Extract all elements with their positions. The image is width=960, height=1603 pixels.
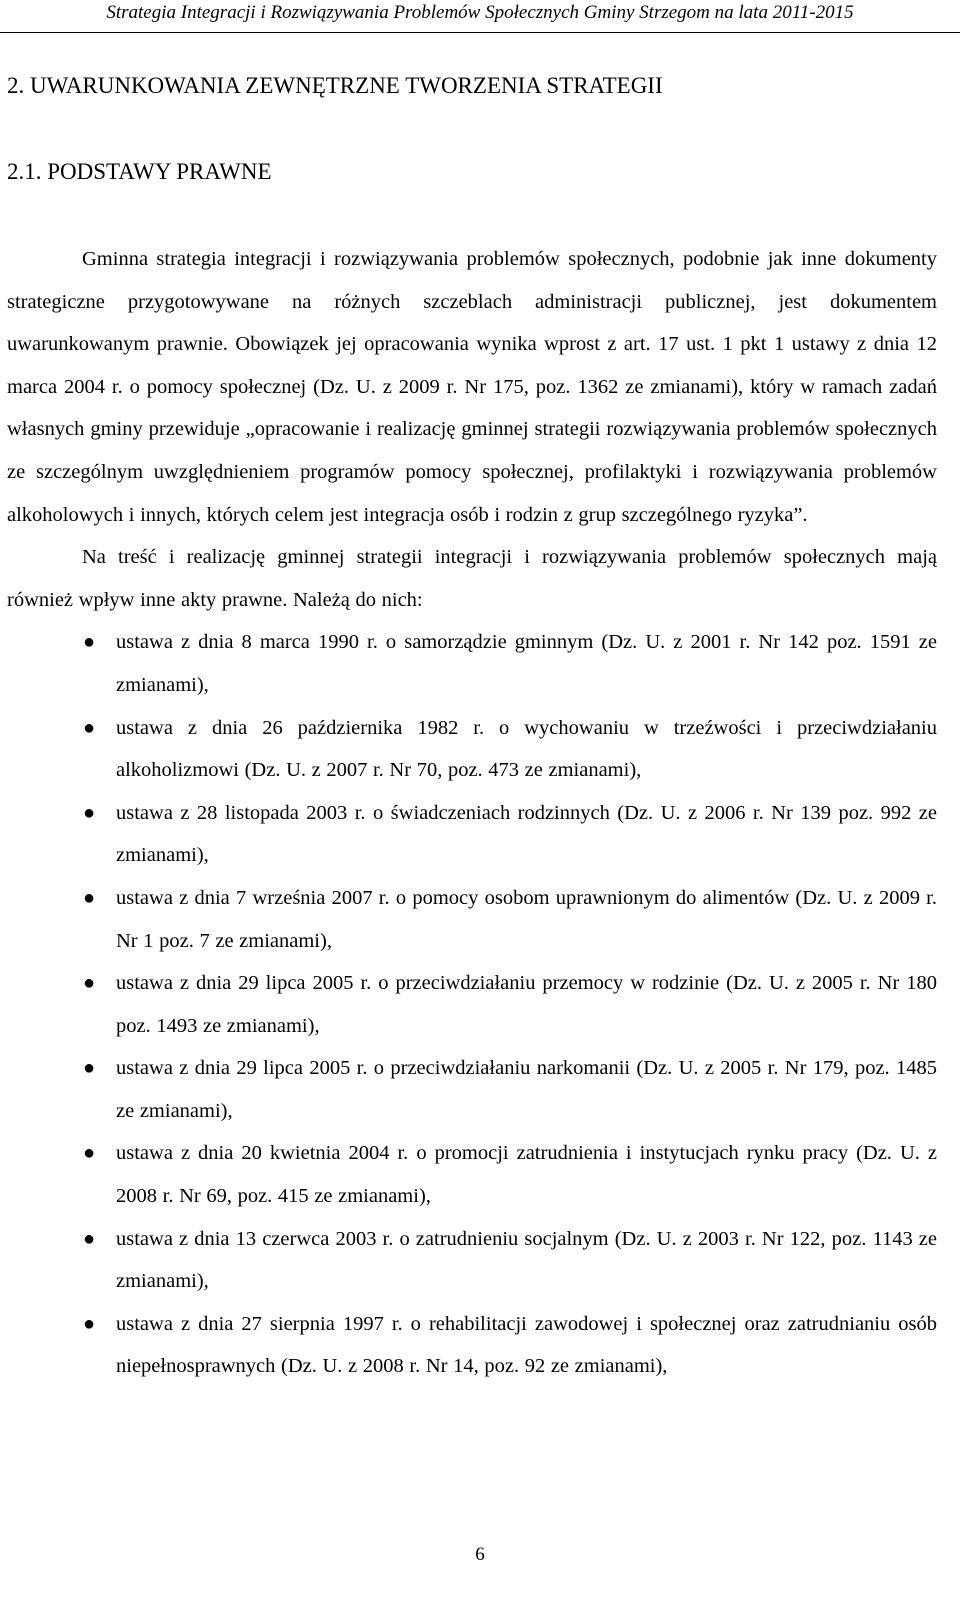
legal-acts-list: [7, 621, 937, 1388]
list-item-text: ustawa z dnia 7 września 2007 r. o pomocy osobom uprawnionym do alimentów (Dz. U. z 2009 r. Nr 1 poz. 7 ze zmianami),: [116, 886, 937, 952]
list-item: [7, 707, 937, 792]
paragraph-other-acts-intro: Na treść i realizację gminnej strategii integracji i rozwiązywania problemów społecznych mają również wpływ inne akty prawne. Należą do nich:: [7, 546, 937, 611]
section-title: 2.1. PODSTAWY PRAWNE: [7, 159, 272, 184]
body-text: [7, 238, 937, 1388]
paragraph-legal-basis: Gminna strategia integracji i rozwiązywania problemów społecznych, podobnie jak inne dokumenty strategiczne przygotowywane na różnych szczeblach administracji publicznej, jest dokumentem uwarunkowanym prawnie. Obowiązek jej opracowania wynika wprost z art. 17 ust. 1 pkt 1 ustawy z dnia 12 marca 2004 r. o pomocy społecznej (Dz. U. z 2009 r. Nr 175, poz. 1362 ze zmianami), który w ramach zadań własnych gminy przewiduje „opracowanie i realizację gminnej strategii rozwiązywania problemów społecznych ze szczególnym uwzględnieniem programów pomocy społecznej, profilaktyki i rozwiązywania problemów alkoholowych i innych, których celem jest integracja osób i rodzin z grup szczególnego ryzyka”.: [7, 248, 937, 526]
bullet-icon: ●: [82, 1142, 96, 1165]
list-item: [7, 792, 937, 877]
bullet-icon: ●: [82, 1057, 96, 1080]
bullet-icon: ●: [82, 631, 96, 654]
chapter-title: 2. UWARUNKOWANIA ZEWNĘTRZNE TWORZENIA STRATEGII: [7, 73, 663, 98]
list-item: [7, 962, 937, 1047]
list-item-text: ustawa z dnia 29 lipca 2005 r. o przeciwdziałaniu przemocy w rodzinie (Dz. U. z 2005 r. Nr 180 poz. 1493 ze zmianami),: [116, 972, 937, 1037]
list-item: [7, 877, 937, 962]
bullet-icon: ●: [82, 972, 96, 995]
list-item: [7, 1218, 937, 1303]
list-item-text: ustawa z 28 listopada 2003 r. o świadczeniach rodzinnych (Dz. U. z 2006 r. Nr 139 poz. 992 ze zmianami),: [116, 801, 937, 867]
list-item: [7, 621, 937, 706]
list-item-text: ustawa z dnia 29 lipca 2005 r. o przeciwdziałaniu narkomanii (Dz. U. z 2005 r. Nr 179, poz. 1485 ze zmianami),: [116, 1057, 937, 1122]
bullet-icon: ●: [82, 1312, 96, 1335]
list-item-text: ustawa z dnia 20 kwietnia 2004 r. o promocji zatrudnienia i instytucjach rynku pracy (Dz. U. z 2008 r. Nr 69, poz. 415 ze zmianami),: [116, 1142, 937, 1208]
list-item-text: ustawa z dnia 8 marca 1990 r. o samorządzie gminnym (Dz. U. z 2001 r. Nr 142 poz. 1591 ze zmianami),: [116, 631, 937, 696]
list-item: [7, 1047, 937, 1132]
list-item-text: ustawa z dnia 26 października 1982 r. o wychowaniu w trzeźwości i przeciwdziałaniu alkoholizmowi (Dz. U. z 2007 r. Nr 70, poz. 473 ze zmianami),: [116, 716, 937, 782]
page-number: 6: [475, 1544, 485, 1565]
bullet-icon: ●: [82, 801, 96, 824]
list-item: [7, 1132, 937, 1217]
bullet-icon: ●: [82, 716, 96, 739]
bullet-icon: ●: [82, 1227, 96, 1250]
list-item: [7, 1303, 937, 1388]
list-item-text: ustawa z dnia 13 czerwca 2003 r. o zatrudnieniu socjalnym (Dz. U. z 2003 r. Nr 122, poz. 1143 ze zmianami),: [116, 1227, 937, 1293]
running-header: Strategia Integracji i Rozwiązywania Problemów Społecznych Gminy Strzegom na lata 2011-2015: [0, 0, 960, 33]
list-item-text: ustawa z dnia 27 sierpnia 1997 r. o rehabilitacji zawodowej i społecznej oraz zatrudnianiu osób niepełnosprawnych (Dz. U. z 2008 r. Nr 14, poz. 92 ze zmianami),: [116, 1312, 937, 1378]
bullet-icon: ●: [82, 886, 96, 909]
